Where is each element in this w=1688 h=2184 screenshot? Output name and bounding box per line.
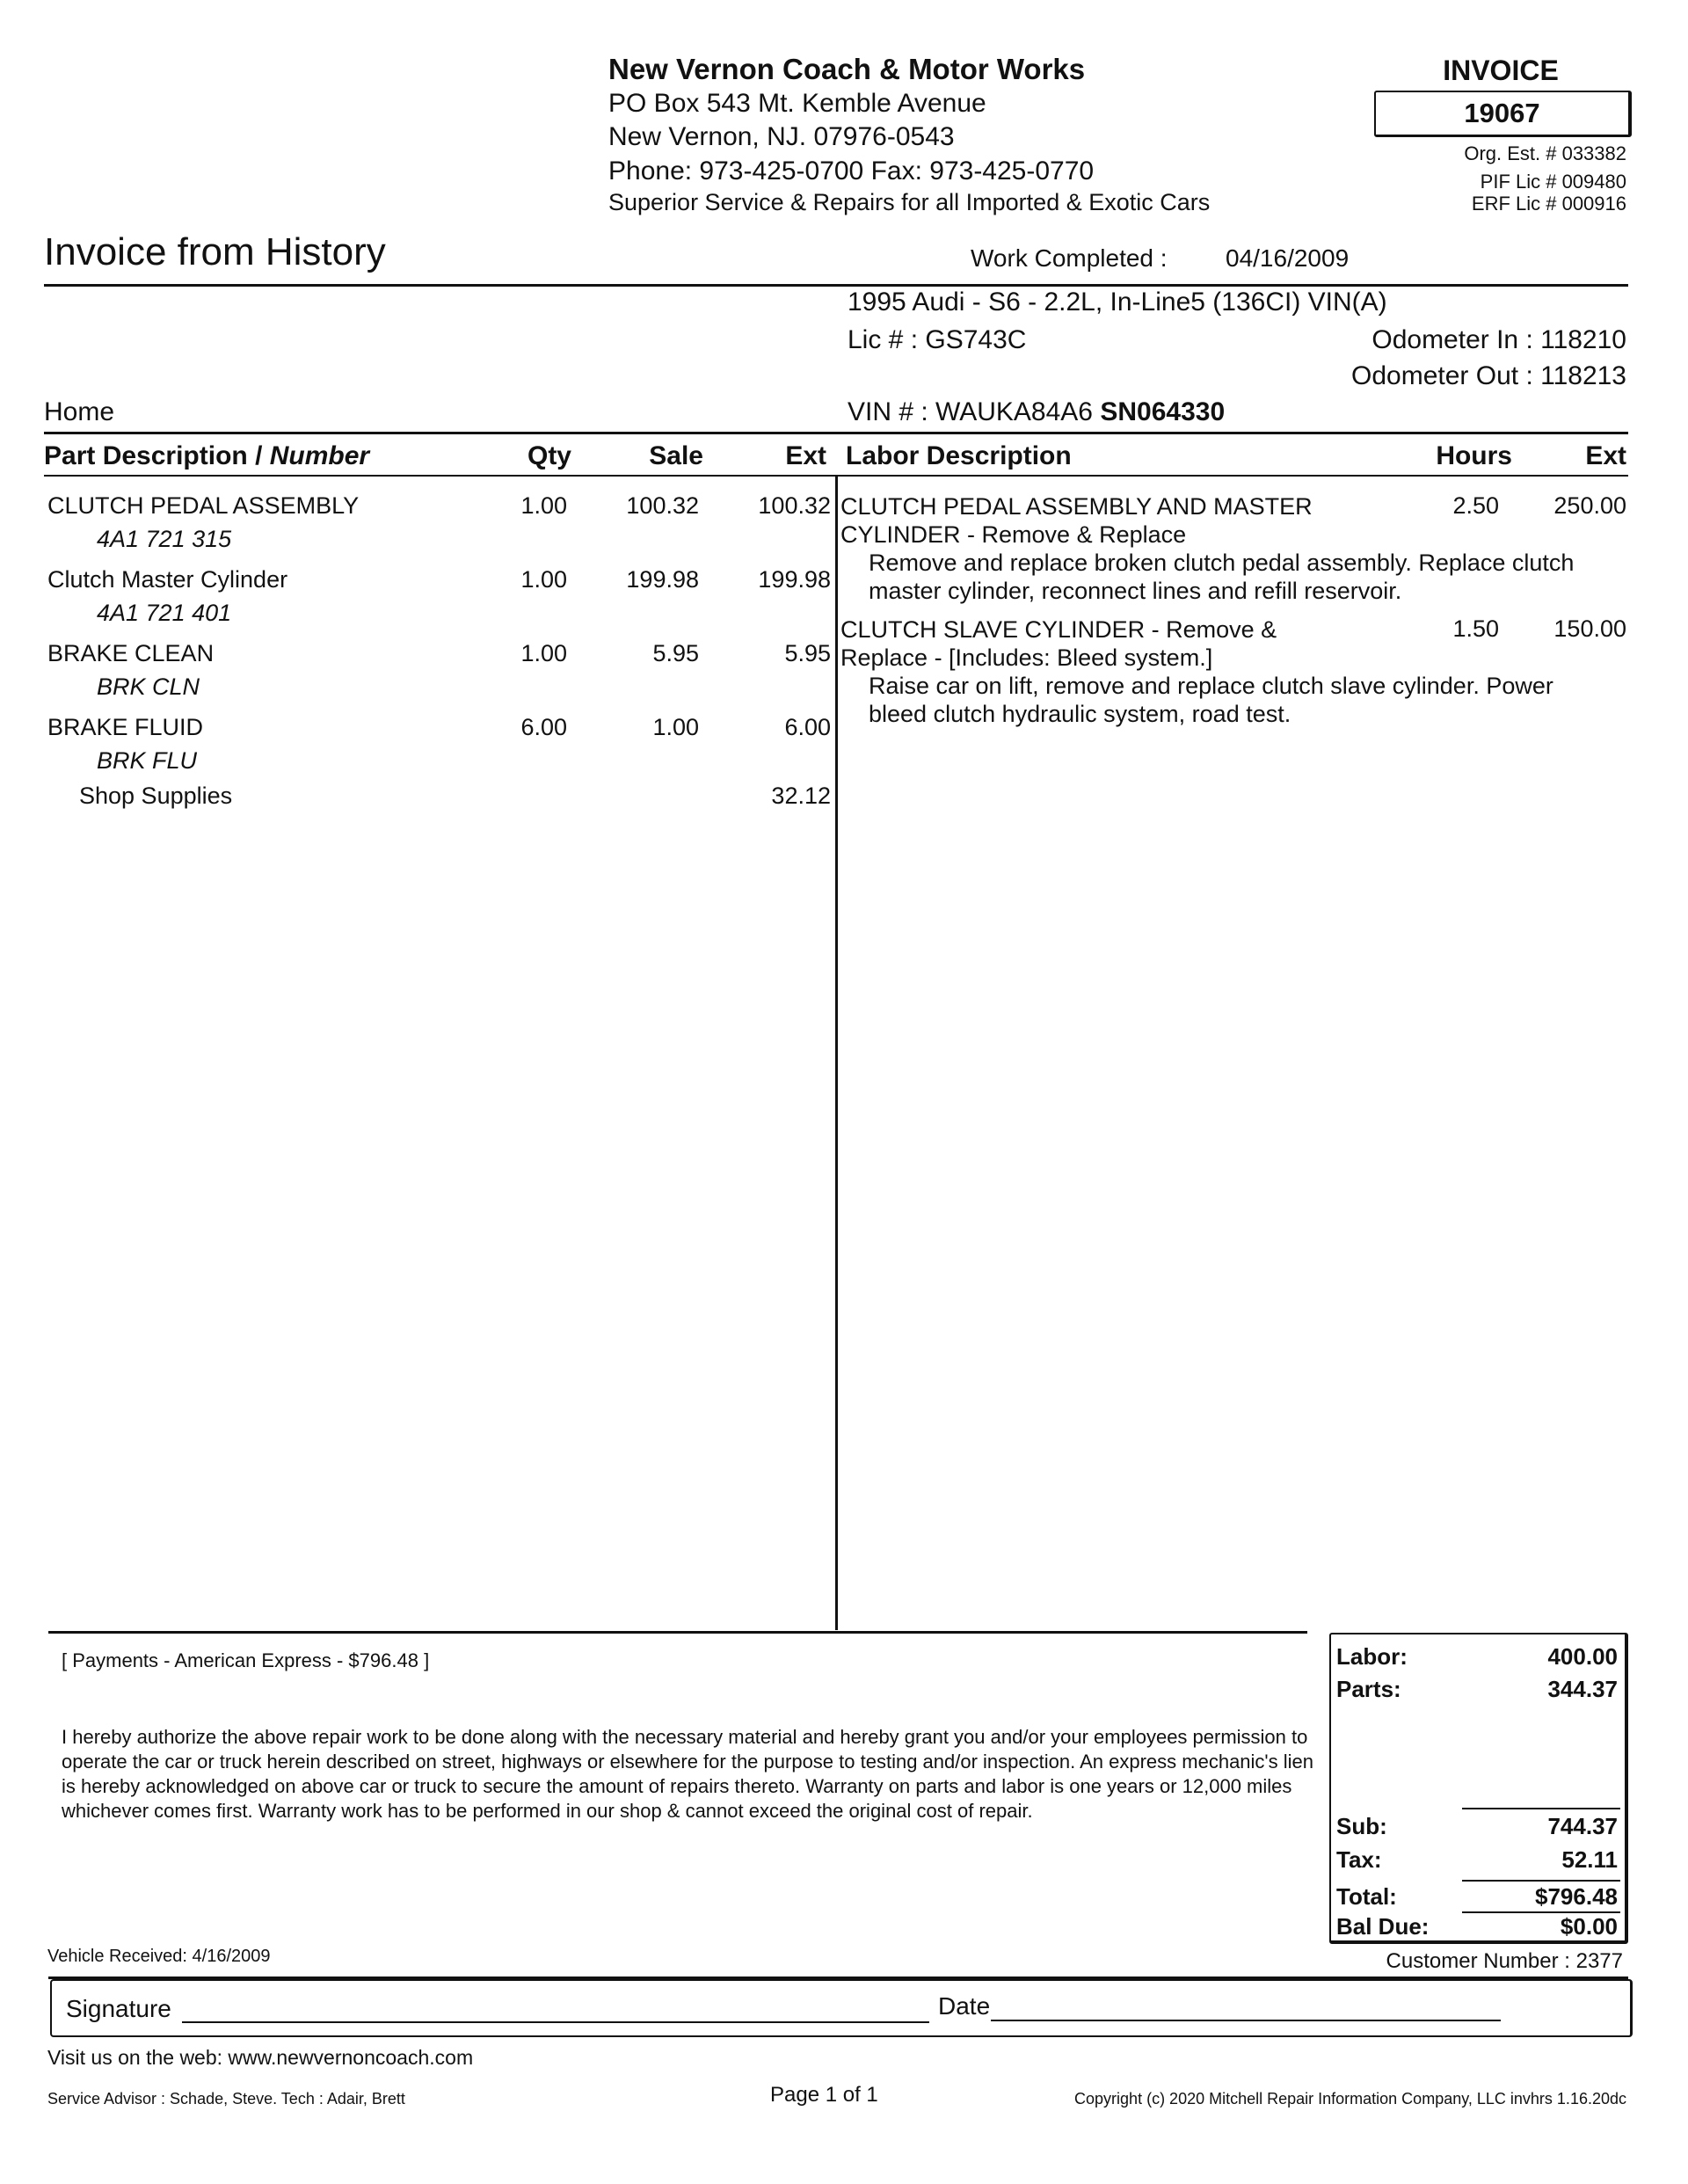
labor-header-description: Labor Description bbox=[846, 441, 1072, 470]
part-number: BRK FLU bbox=[97, 747, 198, 774]
labor-hours: 2.50 bbox=[1452, 492, 1499, 519]
part-qty: 1.00 bbox=[520, 566, 567, 593]
vin-label: VIN # : WAUKA84A6 bbox=[848, 397, 1101, 426]
column-divider bbox=[835, 477, 838, 1630]
pif-license: PIF Lic # 009480 bbox=[1480, 171, 1626, 193]
bottom-divider bbox=[48, 1631, 1307, 1634]
service-advisor: Service Advisor : Schade, Steve. Tech : Adair, Brett bbox=[47, 2090, 405, 2108]
parts-total-label: Parts: bbox=[1336, 1676, 1401, 1702]
part-ext: 6.00 bbox=[784, 714, 831, 740]
table-top-divider bbox=[44, 432, 1628, 434]
part-qty: 6.00 bbox=[520, 714, 567, 740]
shop-supplies-ext: 32.12 bbox=[771, 783, 831, 809]
invoice-title: INVOICE bbox=[1443, 55, 1559, 86]
parts-desc-heading: Part Description bbox=[44, 441, 248, 470]
total-rule bbox=[1462, 1880, 1620, 1882]
license-plate: Lic # : GS743C bbox=[848, 325, 1027, 354]
page-number: Page 1 of 1 bbox=[770, 2083, 878, 2107]
shop-tagline: Superior Service & Repairs for all Imported & Exotic Cars bbox=[608, 189, 1211, 215]
balance-due-label: Bal Due: bbox=[1336, 1913, 1430, 1940]
sub-rule bbox=[1462, 1808, 1620, 1809]
tax-label: Tax: bbox=[1336, 1846, 1382, 1873]
subtotal-label: Sub: bbox=[1336, 1813, 1387, 1839]
total-label: Total: bbox=[1336, 1883, 1397, 1910]
payments-line: [ Payments - American Express - $796.48 ] bbox=[62, 1649, 430, 1671]
balance-due: $0.00 bbox=[1560, 1913, 1618, 1940]
header-divider bbox=[44, 284, 1628, 287]
part-number: BRK CLN bbox=[97, 673, 200, 700]
shop-address-1: PO Box 543 Mt. Kemble Avenue bbox=[608, 89, 986, 118]
signature-line[interactable] bbox=[182, 2021, 929, 2023]
labor-title-line2: Replace - [Includes: Bleed system.] bbox=[840, 644, 1213, 671]
part-description: BRAKE FLUID bbox=[47, 714, 204, 740]
labor-note-line1: Raise car on lift, remove and replace clutch slave cylinder. Power bbox=[869, 673, 1553, 699]
erf-license: ERF Lic # 000916 bbox=[1471, 193, 1626, 215]
labor-note-line2: master cylinder, reconnect lines and refill reservoir. bbox=[869, 578, 1402, 604]
part-sale: 5.95 bbox=[652, 640, 699, 666]
parts-header-qty: Qty bbox=[527, 441, 571, 470]
labor-note-line1: Remove and replace broken clutch pedal assembly. Replace clutch bbox=[869, 550, 1575, 576]
parts-header-sep: / bbox=[247, 441, 270, 470]
signature-box bbox=[50, 1979, 1633, 2037]
shop-supplies-label: Shop Supplies bbox=[79, 783, 233, 809]
total: $796.48 bbox=[1535, 1883, 1618, 1910]
part-number: 4A1 721 315 bbox=[97, 526, 232, 552]
part-qty: 1.00 bbox=[520, 492, 567, 519]
vehicle-received: Vehicle Received: 4/16/2009 bbox=[47, 1947, 271, 1966]
part-description: CLUTCH PEDAL ASSEMBLY bbox=[47, 492, 360, 519]
date-label: Date bbox=[938, 1992, 991, 2020]
part-number: 4A1 721 401 bbox=[97, 600, 232, 626]
part-ext: 100.32 bbox=[758, 492, 831, 519]
labor-ext: 250.00 bbox=[1553, 492, 1626, 519]
date-line[interactable] bbox=[991, 2020, 1501, 2021]
parts-number-heading: Number bbox=[269, 441, 370, 470]
labor-title-line2: CYLINDER - Remove & Replace bbox=[840, 521, 1187, 548]
authorization-text: I hereby authorize the above repair work to be done along with the necessary material and hereby grant you and/or your employees permission to operate the car or truck herein described on street, highways or elsewhere for the purpose to testing and/or inspection. An express mechanic's lien is hereby acknowledged on above car or truck to secure the amount of repairs thereto. Warranty on parts and labor is one years or 12,000 miles whichever comes first. Warranty work has to be performed in our shop & cannot exceed the original cost of repair. bbox=[62, 1726, 1313, 1822]
part-sale: 1.00 bbox=[652, 714, 699, 740]
odometer-in: Odometer In : 118210 bbox=[1372, 325, 1626, 354]
labor-ext: 150.00 bbox=[1553, 615, 1626, 642]
part-ext: 5.95 bbox=[784, 640, 831, 666]
customer-number: Customer Number : 2377 bbox=[1386, 1949, 1623, 1973]
copyright: Copyright (c) 2020 Mitchell Repair Information Company, LLC invhrs 1.16.20dc bbox=[1074, 2090, 1626, 2108]
signature-label: Signature bbox=[66, 1995, 171, 2022]
subtotal: 744.37 bbox=[1547, 1813, 1618, 1839]
odometer-out: Odometer Out : 118213 bbox=[1351, 361, 1626, 390]
parts-header-sale: Sale bbox=[649, 441, 703, 470]
labor-title-line1: CLUTCH SLAVE CYLINDER - Remove & bbox=[840, 616, 1277, 643]
labor-total-label: Labor: bbox=[1336, 1643, 1408, 1670]
labor-total: 400.00 bbox=[1547, 1643, 1618, 1670]
work-completed-label: Work Completed : bbox=[971, 244, 1168, 272]
parts-header-ext: Ext bbox=[785, 441, 826, 470]
vin-number bbox=[848, 397, 1225, 427]
part-description: BRAKE CLEAN bbox=[47, 640, 215, 666]
part-sale: 100.32 bbox=[626, 492, 699, 519]
part-sale: 199.98 bbox=[626, 566, 699, 593]
shop-name: New Vernon Coach & Motor Works bbox=[608, 53, 1086, 85]
parts-header-description bbox=[44, 441, 369, 471]
website-line: Visit us on the web: www.newvernoncoach.com bbox=[47, 2046, 474, 2069]
parts-total: 344.37 bbox=[1547, 1676, 1618, 1702]
labor-header-ext: Ext bbox=[1585, 441, 1626, 470]
labor-note-line2: bleed clutch hydraulic system, road test. bbox=[869, 701, 1291, 727]
document-title: Invoice from History bbox=[44, 230, 386, 273]
work-completed-date: 04/16/2009 bbox=[1226, 244, 1350, 272]
labor-title-line1: CLUTCH PEDAL ASSEMBLY AND MASTER bbox=[840, 493, 1313, 520]
part-qty: 1.00 bbox=[520, 640, 567, 666]
vin-serial: SN064330 bbox=[1100, 397, 1226, 426]
shop-address-2: New Vernon, NJ. 07976-0543 bbox=[608, 122, 955, 151]
customer-label: Home bbox=[44, 397, 115, 426]
part-description: Clutch Master Cylinder bbox=[47, 566, 288, 593]
labor-header-hours: Hours bbox=[1436, 441, 1512, 470]
vehicle-description: 1995 Audi - S6 - 2.2L, In-Line5 (136CI) VIN(A) bbox=[848, 288, 1387, 317]
shop-phone: Phone: 973-425-0700 Fax: 973-425-0770 bbox=[608, 157, 1095, 186]
part-ext: 199.98 bbox=[758, 566, 831, 593]
invoice-number: 19067 bbox=[1374, 91, 1632, 137]
labor-hours: 1.50 bbox=[1452, 615, 1499, 642]
org-est-number: Org. Est. # 033382 bbox=[1464, 142, 1626, 164]
tax: 52.11 bbox=[1561, 1846, 1618, 1873]
